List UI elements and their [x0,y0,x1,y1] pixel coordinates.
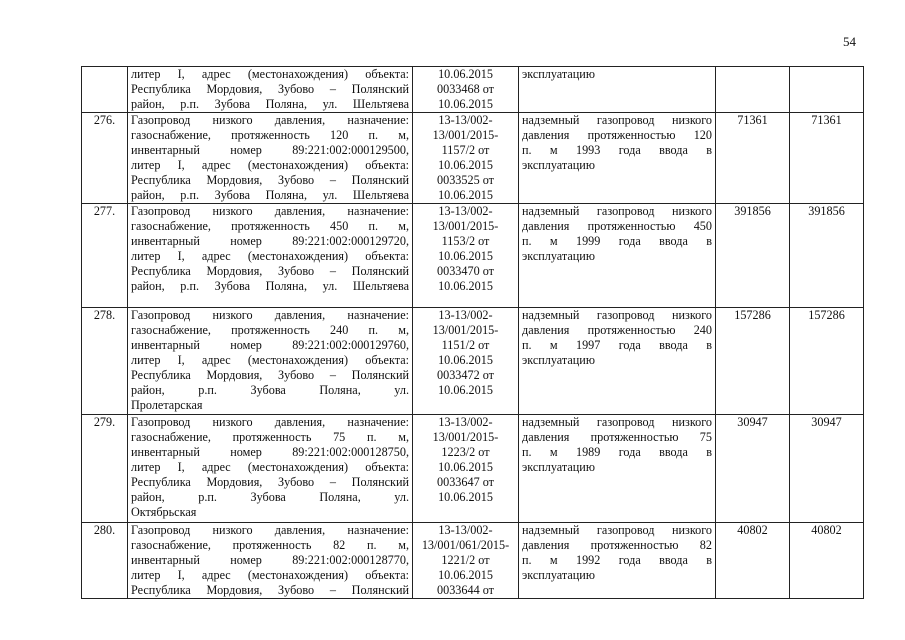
object-line: район, р.п. Зубова Поляна, ул. [131,490,409,504]
registration-line: 10.06.2015 [438,460,493,474]
table-row [82,415,864,523]
value-2: 30947 [790,415,864,523]
registration-line: 10.06.2015 [438,67,493,81]
description-line: давления протяженностью 450 [522,219,712,233]
registration-record [413,523,519,599]
description-line: надземный газопровод низкого [522,204,712,218]
object-line: Октябрьская [131,505,197,519]
description-line: эксплуатацию [522,67,595,81]
registration-line: 10.06.2015 [438,249,493,263]
row-number: 280. [82,523,128,599]
value-2: 40802 [790,523,864,599]
technical-description [519,523,716,599]
registration-line: 0033468 от [437,82,494,96]
description-line: эксплуатацию [522,353,595,367]
registration-line: 10.06.2015 [438,188,493,202]
registration-line: 13-13/002- [438,113,493,127]
registration-line: 13-13/002- [438,523,493,537]
object-line: район, р.п. Зубова Поляна, ул. Шельтяева [131,97,409,111]
registration-line: 0033644 от [437,583,494,597]
value-2: 71361 [790,113,864,204]
registration-line: 13-13/002- [438,204,493,218]
registration-line: 0033470 от [437,264,494,278]
object-line: Республика Мордовия, Зубово – Полянский [131,368,409,382]
table-row [82,523,864,599]
object-line: Газопровод низкого давления, назначение: [131,523,409,537]
object-description [128,415,413,523]
registration-line: 13-13/002- [438,308,493,322]
description-line: надземный газопровод низкого [522,415,712,429]
object-line: инвентарный номер 89:221:002:000128750, [131,445,409,459]
table-row [82,67,864,113]
technical-description [519,308,716,415]
row-number: 279. [82,415,128,523]
row-number: 278. [82,308,128,415]
registration-line: 10.06.2015 [438,383,493,397]
description-line: эксплуатацию [522,460,595,474]
registration-line: 1151/2 от [441,338,490,352]
registration-line: 10.06.2015 [438,97,493,111]
registration-line: 1157/2 от [441,143,490,157]
description-line: п. м 1997 года ввода в [522,338,712,352]
object-line: литер I, адрес (местонахождения) объекта: [131,460,409,474]
object-line: инвентарный номер 89:221:002:000129760, [131,338,409,352]
object-line: инвентарный номер 89:221:002:000129500, [131,143,409,157]
object-line: район, р.п. Зубова Поляна, ул. Шельтяева [131,188,409,202]
table-row [82,308,864,415]
object-line: газоснабжение, протяженность 240 п. м, [131,323,409,337]
registration-line: 10.06.2015 [438,568,493,582]
registration-line: 1221/2 от [441,553,490,567]
description-line: п. м 1989 года ввода в [522,445,712,459]
registration-line: 13/001/2015- [432,323,499,337]
description-line: давления протяженностью 82 [522,538,712,552]
registration-line: 1153/2 от [441,234,490,248]
registration-line: 0033647 от [437,475,494,489]
registration-line: 13/001/2015- [432,430,499,444]
registration-line: 13-13/002- [438,415,493,429]
value-1: 71361 [716,113,790,204]
registration-line: 13/001/2015- [432,128,499,142]
description-line: давления протяженностью 120 [522,128,712,142]
object-line: Республика Мордовия, Зубово – Полянский [131,475,409,489]
registration-record [413,67,519,113]
technical-description [519,204,716,308]
object-line: инвентарный номер 89:221:002:000129720, [131,234,409,248]
description-line: эксплуатацию [522,568,595,582]
description-line: эксплуатацию [522,249,595,263]
technical-description [519,113,716,204]
object-line: Газопровод низкого давления, назначение: [131,308,409,322]
object-line: район, р.п. Зубова Поляна, ул. Шельтяева [131,279,409,293]
value-1: 157286 [716,308,790,415]
registration-line: 10.06.2015 [438,490,493,504]
registration-line: 13/001/061/2015- [421,538,510,552]
description-line: эксплуатацию [522,158,595,172]
object-line: Республика Мордовия, Зубово – Полянский [131,583,409,597]
object-line: Республика Мордовия, Зубово – Полянский [131,82,409,96]
object-line: Республика Мордовия, Зубово – Полянский [131,173,409,187]
description-line: п. м 1992 года ввода в [522,553,712,567]
value-1: 30947 [716,415,790,523]
object-line: литер I, адрес (местонахождения) объекта: [131,249,409,263]
object-line: инвентарный номер 89:221:002:000128770, [131,553,409,567]
registration-record [413,308,519,415]
object-line: Пролетарская [131,398,203,412]
registration-line: 10.06.2015 [438,353,493,367]
value-1 [716,67,790,113]
object-line: газоснабжение, протяженность 120 п. м, [131,128,409,142]
object-line: литер I, адрес (местонахождения) объекта: [131,67,409,81]
description-line: надземный газопровод низкого [522,523,712,537]
registration-record [413,204,519,308]
page-number: 54 [843,34,856,49]
description-line: п. м 1999 года ввода в [522,234,712,248]
registry-table [81,66,864,599]
object-description [128,523,413,599]
registration-line: 10.06.2015 [438,158,493,172]
description-line: п. м 1993 года ввода в [522,143,712,157]
object-line: газоснабжение, протяженность 75 п. м, [131,430,409,444]
object-description [128,113,413,204]
registration-record [413,113,519,204]
object-line: Газопровод низкого давления, назначение: [131,415,409,429]
row-number [82,67,128,113]
technical-description [519,415,716,523]
technical-description [519,67,716,113]
value-2 [790,67,864,113]
description-line: надземный газопровод низкого [522,113,712,127]
registration-line: 10.06.2015 [438,279,493,293]
registration-line: 13/001/2015- [432,219,499,233]
description-line: надземный газопровод низкого [522,308,712,322]
table-row [82,204,864,308]
value-2: 391856 [790,204,864,308]
object-description [128,308,413,415]
object-line: газоснабжение, протяженность 82 п. м, [131,538,409,552]
object-line: район, р.п. Зубова Поляна, ул. [131,383,409,397]
value-1: 40802 [716,523,790,599]
object-description [128,204,413,308]
row-number: 277. [82,204,128,308]
object-line: Газопровод низкого давления, назначение: [131,204,409,218]
value-1: 391856 [716,204,790,308]
row-number: 276. [82,113,128,204]
registration-line: 0033472 от [437,368,494,382]
object-line: литер I, адрес (местонахождения) объекта: [131,158,409,172]
object-line: Республика Мордовия, Зубово – Полянский [131,264,409,278]
registration-record [413,415,519,523]
object-line: литер I, адрес (местонахождения) объекта: [131,353,409,367]
object-line: Газопровод низкого давления, назначение: [131,113,409,127]
table-row [82,113,864,204]
registration-line: 1223/2 от [441,445,490,459]
object-description [128,67,413,113]
registration-line: 0033525 от [437,173,494,187]
description-line: давления протяженностью 240 [522,323,712,337]
value-2: 157286 [790,308,864,415]
description-line: давления протяженностью 75 [522,430,712,444]
object-line: газоснабжение, протяженность 450 п. м, [131,219,409,233]
object-line: литер I, адрес (местонахождения) объекта: [131,568,409,582]
